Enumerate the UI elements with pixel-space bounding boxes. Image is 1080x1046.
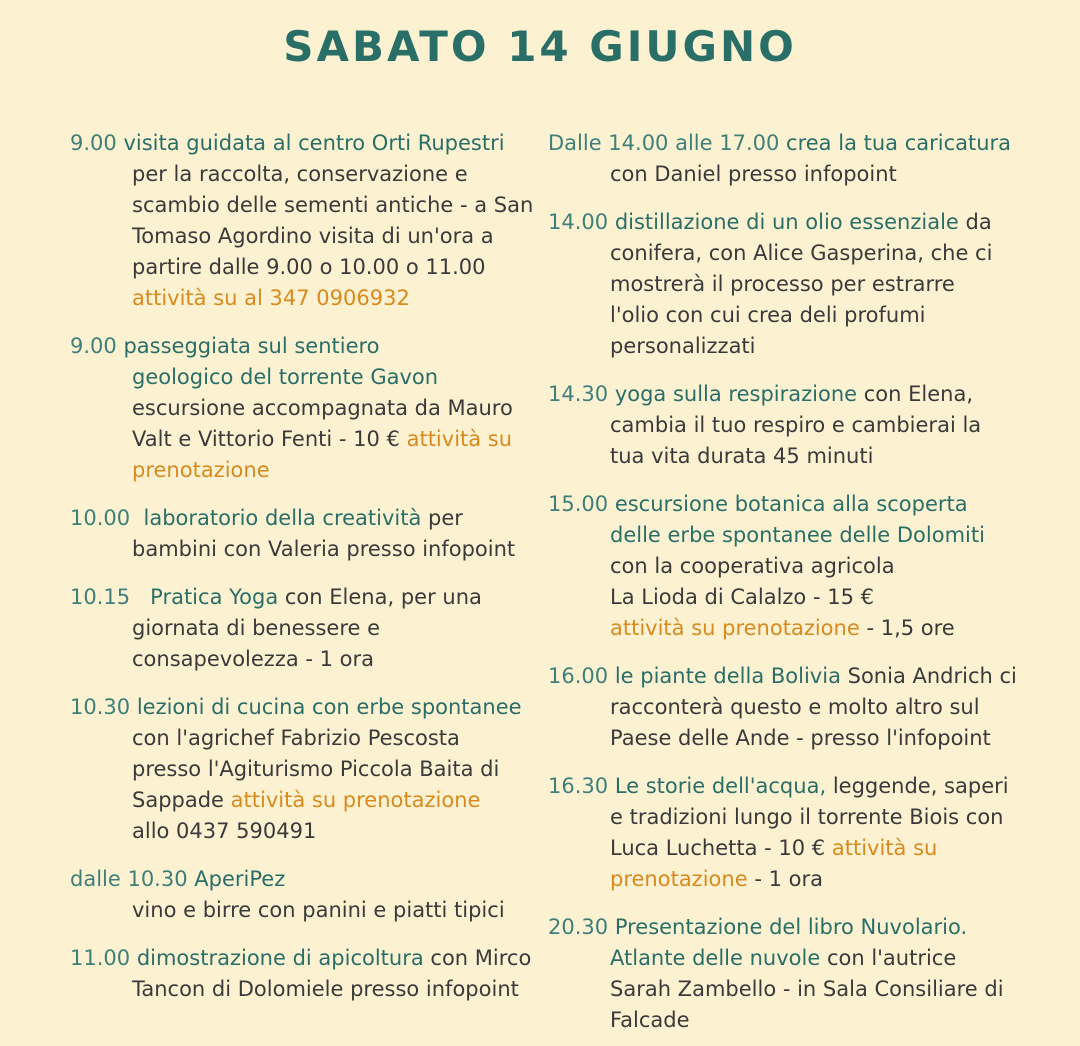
event-title: yoga sulla respirazione — [614, 382, 858, 406]
event-time: 16.30 — [548, 774, 609, 798]
event-title: dimostrazione di apicoltura — [136, 946, 424, 970]
event-booking-note: prenotazione — [610, 867, 748, 891]
event-desc: partire dalle 9.00 o 10.00 o 11.00 — [132, 255, 486, 279]
page-title: SABATO 14 GIUGNO — [283, 22, 797, 71]
event-title: distillazione di un olio essenziale — [614, 210, 959, 234]
event-desc: e tradizioni lungo il torrente Biois con — [610, 805, 1004, 829]
event-time: 9.00 — [70, 131, 117, 155]
event-desc: consapevolezza - 1 ora — [132, 647, 375, 671]
event-time: dalle 10.30 — [70, 867, 188, 891]
event-desc: vino e birre con panini e piatti tipici — [132, 898, 505, 922]
event-desc: Falcade — [610, 1008, 690, 1032]
event-title: le piante della Bolivia — [614, 664, 841, 688]
event-desc: con l'autrice — [826, 946, 957, 970]
event-booking-note: prenotazione — [132, 458, 270, 482]
event-desc: escursione accompagnata da Mauro — [132, 396, 513, 420]
event-lezioni-cucina — [70, 692, 532, 847]
event-caricatura — [548, 128, 1012, 190]
event-time: 15.00 — [548, 492, 609, 516]
event-desc: Valt e Vittorio Fenti - 10 € — [132, 427, 400, 451]
event-title-cont: geologico del torrente Gavon — [132, 365, 439, 389]
event-time: 10.00 — [70, 506, 131, 530]
event-booking-note: attività su — [406, 427, 513, 451]
event-desc: Tancon di Dolomiele presso infopoint — [132, 977, 519, 1001]
event-time: Dalle 14.00 alle 17.00 — [548, 131, 780, 155]
event-desc: Luca Luchetta - 10 € — [610, 836, 826, 860]
schedule-right-column — [548, 128, 1017, 1036]
event-desc: con Elena, — [863, 382, 974, 406]
event-desc: Sonia Andrich ci — [847, 664, 1017, 688]
event-desc: leggende, saperi — [832, 774, 1009, 798]
event-desc: con la cooperativa agricola — [610, 554, 895, 578]
event-desc: Sarah Zambello - in Sala Consiliare di — [610, 977, 1004, 1001]
event-desc: bambini con Valeria presso infopoint — [132, 537, 516, 561]
event-title: Pratica Yoga — [150, 585, 279, 609]
event-desc: cambia il tuo respiro e cambierai la — [610, 413, 982, 437]
event-title: crea la tua caricatura — [786, 131, 1012, 155]
event-desc: con Daniel presso infopoint — [610, 162, 897, 186]
event-desc: con Mirco — [430, 946, 532, 970]
event-title-cont: Atlante delle nuvole — [610, 946, 821, 970]
event-aperipez — [70, 864, 532, 926]
event-time: 14.30 — [548, 382, 609, 406]
event-storie-acqua — [548, 771, 1008, 895]
event-duration: - 1 ora — [754, 867, 823, 891]
event-time: 11.00 — [70, 946, 131, 970]
event-time: 9.00 — [70, 334, 117, 358]
event-escursione-botanica — [548, 489, 1008, 644]
event-desc: scambio delle sementi antiche - a San — [132, 193, 534, 217]
event-desc: conifera, con Alice Gasperina, che ci — [610, 241, 993, 265]
event-phone: allo 0437 590491 — [132, 819, 317, 843]
event-apicoltura — [70, 943, 532, 1005]
event-booking-note: attività su prenotazione — [610, 616, 860, 640]
event-desc: Paese delle Ande - presso l'infopoint — [610, 726, 991, 750]
event-yoga-respirazione — [548, 379, 1008, 472]
event-distillazione — [548, 207, 1008, 362]
event-desc: giornata di benessere e — [132, 616, 381, 640]
event-title: visita guidata al centro Orti Rupestri — [123, 131, 505, 155]
event-time: 10.15 — [70, 585, 131, 609]
event-time: 16.00 — [548, 664, 609, 688]
event-desc: Tomaso Agordino visita di un'ora a — [132, 224, 494, 248]
event-desc: per — [428, 506, 463, 530]
event-duration: - 1,5 ore — [866, 616, 955, 640]
event-desc: da — [965, 210, 992, 234]
event-booking-note: attività su — [831, 836, 938, 860]
event-desc: per la raccolta, conservazione e — [132, 162, 468, 186]
event-title: AperiPez — [194, 867, 286, 891]
event-desc: personalizzati — [610, 334, 756, 358]
event-title: lezioni di cucina con erbe spontanee — [136, 695, 522, 719]
event-desc: presso l'Agiturismo Piccola Baita di — [132, 757, 500, 781]
event-time: 20.30 — [548, 915, 609, 939]
event-sentiero-geologico — [70, 331, 532, 486]
event-title: Le storie dell'acqua, — [614, 774, 827, 798]
event-desc: mostrerà il processo per estrarre — [610, 272, 955, 296]
event-desc: La Lioda di Calalzo - 15 € — [610, 585, 874, 609]
event-desc: l'olio con cui crea deli profumi — [610, 303, 926, 327]
event-booking-note: attività su al 347 0906932 — [132, 286, 410, 310]
event-title-cont: delle erbe spontanee delle Dolomiti — [610, 523, 985, 547]
event-presentazione-libro — [548, 912, 1008, 1036]
schedule-left-column — [70, 128, 532, 1005]
event-desc: tua vita durata 45 minuti — [610, 444, 874, 468]
event-time: 14.00 — [548, 210, 609, 234]
event-pratica-yoga — [70, 582, 532, 675]
event-desc: con Elena, per una — [284, 585, 482, 609]
event-desc: Sappade — [132, 788, 224, 812]
event-desc: racconterà questo e molto altro sul — [610, 695, 980, 719]
event-title: laboratorio della creatività — [143, 506, 422, 530]
event-title: passeggiata sul sentiero — [123, 334, 380, 358]
event-piante-bolivia — [548, 661, 1017, 754]
event-desc: con l'agrichef Fabrizio Pescosta — [132, 726, 460, 750]
event-laboratorio-creativita — [70, 503, 532, 565]
event-title: Presentazione del libro Nuvolario. — [614, 915, 968, 939]
event-booking-note: attività su prenotazione — [230, 788, 481, 812]
event-title: escursione botanica alla scoperta — [614, 492, 968, 516]
event-orti-rupestri — [70, 128, 532, 314]
event-time: 10.30 — [70, 695, 131, 719]
